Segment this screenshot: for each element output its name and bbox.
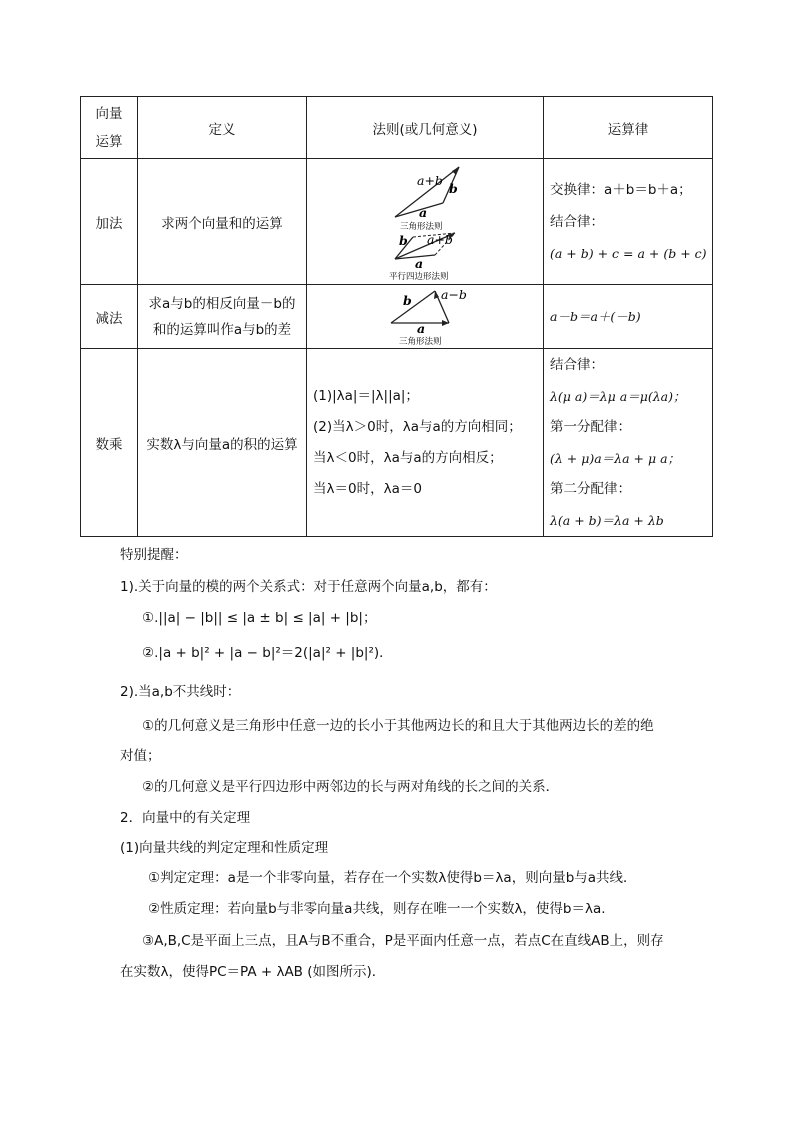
label-a-tri: a xyxy=(419,205,428,220)
note-1a: ①.||a| − |b|| ≤ |a ± b| ≤ |a| + |b|； xyxy=(142,610,377,626)
law-addition xyxy=(544,159,713,285)
caption-sub-triangle: 三角形法则 xyxy=(399,337,442,347)
section-2-heading: 2．向量中的有关定理 xyxy=(120,810,251,826)
note-2a-line2: 对值； xyxy=(120,748,161,764)
header-law: 运算律 xyxy=(544,97,713,159)
def-addition: 求两个向量和的运算 xyxy=(138,159,307,285)
section-2-1-heading: (1)向量共线的判定定理和性质定理 xyxy=(120,840,329,856)
subtraction-triangle-diagram xyxy=(307,285,543,348)
law-associative: (a + b) + c = a + (b + c) xyxy=(550,245,707,261)
caption-triangle-rule: 三角形法则 xyxy=(400,222,443,232)
op-scalar-multiplication: 数乘 xyxy=(81,349,138,537)
theorem-2: ②性质定理：若向量b与非零向量a共线，则存在唯一一个实数λ，使得b＝λa. xyxy=(148,901,606,917)
vector-operations-table xyxy=(80,96,713,537)
law-associative-label: 结合律： xyxy=(550,213,604,230)
header-rule: 法则(或几何意义) xyxy=(307,97,544,159)
law-subtraction: a－b＝a＋(－b) xyxy=(544,285,713,349)
table-row-subtraction xyxy=(81,285,713,349)
op-addition: 加法 xyxy=(81,159,138,285)
law-scalar-multiplication: 结合律： λ(μ a)＝λμ a＝μ(λa)； 第一分配律： (λ + μ)a＝λa + μ a； 第二分配律： λ(a + b)＝λa + λb xyxy=(544,349,713,537)
label-a-plus-b: a+b xyxy=(417,173,443,188)
note-1b: ②.|a + b|² + |a − b|²＝2(|a|² + |b|²)． xyxy=(142,645,393,661)
note-2b: ②的几何意义是平行四边形中两邻边的长与两对角线的长之间的关系． xyxy=(142,779,560,795)
theorem-3-line1: ③A,B,C是平面上三点，且A与B不重合，P是平面内任意一点，若点C在直线AB上，则存 xyxy=(142,933,664,949)
notes-title: 特别提醒： xyxy=(120,547,188,563)
header-operation: 向量 运算 xyxy=(81,97,138,159)
label-b-para: b xyxy=(399,233,408,248)
header-definition: 定义 xyxy=(138,97,307,159)
note-2: 2).当a,b不共线时： xyxy=(120,684,241,700)
def-subtraction: 求a与b的相反向量－b的 和的运算叫作a与b的差 xyxy=(138,285,307,349)
label-b-sub: b xyxy=(403,293,412,308)
op-subtraction: 减法 xyxy=(81,285,138,349)
triangle-rule-diagram xyxy=(307,159,543,284)
table-row-addition xyxy=(81,159,713,285)
label-a-sub: a xyxy=(417,321,426,336)
theorem-1: ①判定定理：a是一个非零向量，若存在一个实数λ使得b＝λa，则向量b与a共线． xyxy=(148,870,637,886)
rule-scalar-multiplication: (1)|λa|＝|λ||a|； (2)当λ＞0时，λa与a的方向相同； 当λ＜0时，λa与a的方向相反； 当λ＝0时，λa＝0 xyxy=(307,349,544,537)
rule-addition-figures xyxy=(307,159,544,285)
label-a-minus-b: a−b xyxy=(441,287,467,302)
note-2a-line1: ①的几何意义是三角形中任意一边的长小于其他两边长的和且大于其他两边长的差的绝 xyxy=(142,718,654,734)
def-scalar-multiplication: 实数λ与向量a的积的运算 xyxy=(138,349,307,537)
theorem-3-line2: 在实数λ，使得PC＝PA + λAB (如图所示)． xyxy=(120,964,386,980)
table-header-row xyxy=(81,97,713,159)
note-1: 1).关于向量的模的两个关系式：对于任意两个向量a,b，都有： xyxy=(120,579,497,595)
label-a-plus-b-para: a+b xyxy=(427,232,453,247)
caption-parallelogram-rule: 平行四边形法则 xyxy=(389,272,449,282)
rule-subtraction-figure xyxy=(307,285,544,349)
table-row-scalar-multiplication xyxy=(81,349,713,537)
law-commutative: 交换律：a＋b＝b＋a； xyxy=(550,181,692,198)
label-a-para: a xyxy=(415,256,424,271)
label-b-tri: b xyxy=(449,181,458,196)
